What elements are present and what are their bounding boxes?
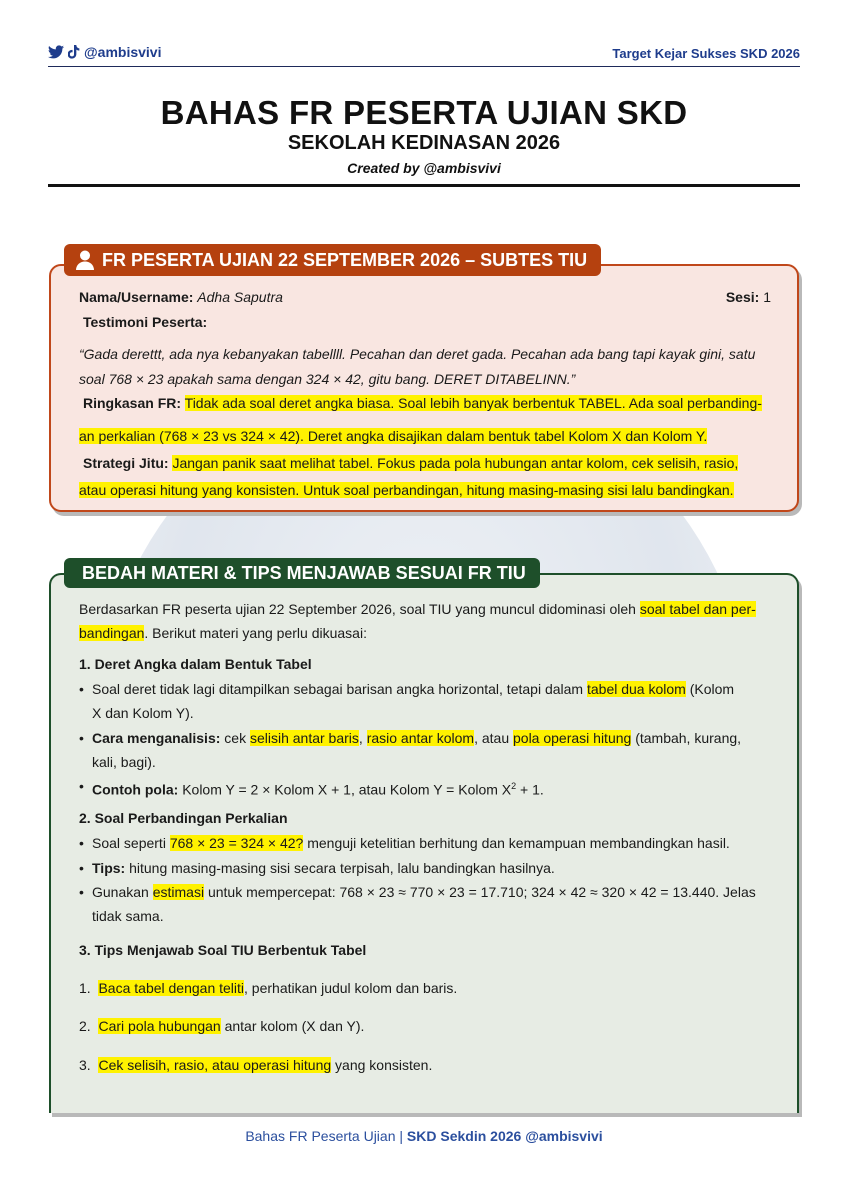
top-bar [48,44,800,67]
list-item: • Cara menganalisis: cek selisih antar baris, rasio antar kolom, atau pola operasi hitung (tambah, kurang, kali, bagi). [79,730,742,770]
list-item: • Soal deret tidak lagi ditampilkan sebagai barisan angka horizontal, tetapi dalam tabel dua kolom (Kolom X dan Kolom Y). [79,681,735,721]
list-item [79,977,457,999]
item-highlight: Cek selisih, rasio, atau operasi hitung [98,1057,332,1073]
list-item [79,1054,432,1076]
bullet-text: , [358,730,367,746]
ringkasan-text-1: Tidak ada soal deret angka biasa. Soal lebih banyak berbentuk TABEL. Ada soal perbanding- [184,395,762,411]
session-value: 1 [763,289,771,305]
social-handle [48,44,161,60]
bullet-highlight: 768 × 23 = 324 × 42? [169,835,304,851]
footer-left: Bahas FR Peserta Ujian [245,1128,396,1144]
intro-highlight-1: soal tabel dan per- [639,601,756,617]
tiktok-icon [68,45,80,59]
intro-text-end: . Berikut materi yang perlu dikuasai: [144,625,367,641]
intro-highlight-2: bandingan [79,625,145,641]
bullet-text: (tambah, kurang, [631,730,742,746]
item-highlight: Cari pola hubungan [98,1018,221,1034]
intro-text: Berdasarkan FR peserta ujian 22 September 2026, soal TIU yang muncul didominasi oleh [79,601,640,617]
session-label: Sesi: [725,289,760,305]
bullet-text: hitung masing-masing sisi secara terpisah, lalu bandingkan hasilnya. [125,860,555,876]
created-by: Created by @ambisvivi [347,160,501,176]
bullet-label: Contoh pola: [92,781,179,798]
strategi-text-2: atau operasi hitung yang konsisten. Untuk soal perbandingan, hitung masing-masing sisi lalu bandingkan. [79,482,734,498]
bullet-text: (Kolom [685,681,735,697]
name-value: Adha Saputra [197,289,283,305]
bullet-text: menguji ketelitian berhitung dan kemampuan membandingkan hasil. [303,835,730,851]
ringkasan-text-2: an perkalian (768 × 23 vs 324 × 42). Deret angka disajikan dalam bentuk tabel Kolom X dan Kolom Y. [79,428,708,444]
list-item: • Tips: hitung masing-masing sisi secara terpisah, lalu bandingkan hasilnya. [79,860,555,876]
bullet-label: Tips: [92,860,126,876]
section-3-heading: 3. Tips Menjawab Soal TIU Berbentuk Tabel [79,942,367,958]
list-item: • Contoh pola: Kolom Y = 2 × Kolom X + 1, atau Kolom Y = Kolom $X^2 + 1$. [79,778,544,798]
bullet-highlight: pola operasi hitung [513,730,632,746]
item-highlight: Baca tabel dengan teliti [98,980,245,996]
bullet-text: tidak sama. [92,908,164,924]
bullet-text: Soal seperti [92,835,170,851]
handle-text: @ambisvivi [84,44,162,60]
item-number: 2. [79,1018,91,1034]
bullet-highlight: estimasi [152,884,205,900]
item-text: yang konsisten. [331,1057,433,1073]
bullet-text: + 1. [516,781,544,798]
testimoni-line-2: soal 768 × 23 apakah sama dengan 324 × 42, gitu bang. DERET DITABELINN.” [79,371,576,387]
fr-card-tab [64,244,601,276]
bullet-text: Kolom Y = 2 × Kolom X + 1, atau Kolom Y = Kolom X [178,781,512,798]
intro-paragraph [79,597,771,645]
bullet-highlight: rasio antar kolom [366,730,475,746]
superscript: 2 [511,781,517,791]
bullet-label: Cara menganalisis: [92,730,221,746]
title-divider [48,184,800,187]
bullet-text: cek [220,730,250,746]
footer-separator: | [399,1128,404,1144]
section-1-heading: 1. Deret Angka dalam Bentuk Tabel [79,656,312,672]
materi-card-tab [64,558,540,588]
name-label: Nama/Username: [79,289,194,305]
strategi-text-1: Jangan panik saat melihat tabel. Fokus pada pola hubungan antar kolom, cek selisih, rasio, [172,455,739,471]
user-icon [76,250,94,270]
item-text: , perhatikan judul kolom dan baris. [244,980,458,996]
ringkasan-label: Ringkasan FR: [83,395,182,411]
header-tagline: Target Kejar Sukses SKD 2026 [612,46,800,61]
bullet-text: , atau [474,730,513,746]
bullet-text: untuk mempercepat: 768 × 23 ≈ 770 × 23 = 17.710; 324 × 42 ≈ 320 × 42 = 13.440. Jelas [204,884,756,900]
list-item: • Soal seperti 768 × 23 = 324 × 42? menguji ketelitian berhitung dan kemampuan membandingkan hasil. [79,835,730,851]
bullet-text: X dan Kolom Y). [92,705,194,721]
footer-right: SKD Sekdin 2026 @ambisvivi [406,1128,603,1144]
page-title: BAHAS FR PESERTA UJIAN SKD [160,94,688,131]
bullet-text: Soal deret tidak lagi ditampilkan sebagai barisan angka horizontal, tetapi dalam [92,681,587,697]
list-item [79,1015,364,1037]
page-footer [0,1128,848,1144]
list-item: • Gunakan estimasi untuk mempercepat: 768 × 23 ≈ 770 × 23 = 17.710; 324 × 42 ≈ 320 × 42 = 13.440. Jelas tidak sama. [79,884,756,924]
testimoni-line-1: “Gada derettt, ada nya kebanyakan tabellll. Pecahan dan deret gada. Pecahan ada bang tapi kayak gini, satu [79,346,756,362]
bullet-highlight: selisih antar baris [249,730,359,746]
twitter-icon [48,45,64,59]
item-number: 1. [79,980,91,996]
testimoni-label: Testimoni Peserta: [83,314,208,330]
item-number: 3. [79,1057,91,1073]
page-subtitle: SEKOLAH KEDINASAN 2026 [287,132,561,154]
fr-card-title: FR PESERTA UJIAN 22 SEPTEMBER 2026 – SUBTES TIU [102,249,588,270]
bullet-text: kali, bagi). [92,754,156,770]
item-text: antar kolom (X dan Y). [220,1018,365,1034]
strategi-label: Strategi Jitu: [83,455,169,471]
section-2-heading: 2. Soal Perbandingan Perkalian [79,810,288,826]
materi-card-title: BEDAH MATERI & TIPS MENJAWAB SESUAI FR TIU [82,562,526,583]
bullet-highlight: tabel dua kolom [586,681,686,697]
bullet-text: Gunakan [92,884,153,900]
